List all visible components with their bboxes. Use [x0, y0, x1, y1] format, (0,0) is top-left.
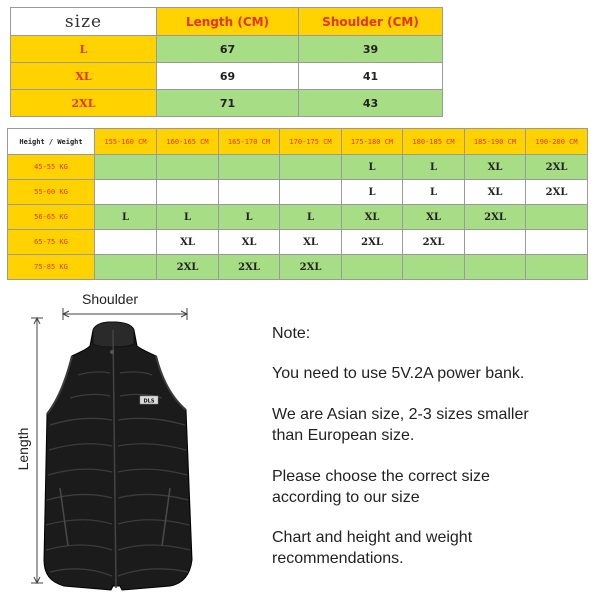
size-cell: [95, 230, 157, 255]
size-cell: 2XL: [157, 255, 219, 280]
size-cell: XL: [280, 230, 342, 255]
size-cell: 2XL: [342, 230, 403, 255]
size-cell: XL: [219, 230, 280, 255]
size-cell: [157, 155, 219, 180]
table-row: [8, 255, 588, 280]
notes-panel: [272, 323, 592, 569]
table-row: [8, 180, 588, 205]
size-cell: XL: [465, 155, 526, 180]
height-range: 165-170 CM: [219, 129, 280, 155]
size-cell: L: [95, 205, 157, 230]
note-title: Note:: [272, 325, 311, 342]
size-cell: 2XL: [219, 255, 280, 280]
size-cell: 2XL: [403, 230, 465, 255]
size-cell: [95, 155, 157, 180]
vest-diagram: [0, 295, 250, 600]
table-row: [8, 205, 588, 230]
height-range: 175-180 CM: [342, 129, 403, 155]
size-cell: L: [342, 180, 403, 205]
size-cell: [280, 155, 342, 180]
table-row: [8, 155, 588, 180]
shoulder-value: 41: [299, 63, 443, 90]
height-range: 185-190 CM: [465, 129, 526, 155]
size-cell: [526, 205, 588, 230]
size-cell: XL: [403, 205, 465, 230]
note-line: recommendations.: [272, 550, 404, 567]
length-value: 67: [157, 36, 299, 63]
size-cell: 2XL: [465, 205, 526, 230]
length-arrow: [31, 318, 43, 583]
height-range: 170-175 CM: [280, 129, 342, 155]
length-value: 71: [157, 90, 299, 117]
length-value: 69: [157, 63, 299, 90]
height-range: 190-200 CM: [526, 129, 588, 155]
size-table-header: [11, 8, 443, 36]
size-cell: L: [403, 155, 465, 180]
size-cell: L: [157, 205, 219, 230]
table-row: [11, 63, 443, 90]
note-choose-size: [272, 466, 592, 508]
size-cell: [403, 255, 465, 280]
size-cell: XL: [342, 205, 403, 230]
size-cell: [95, 255, 157, 280]
weight-range: 65-75 KG: [8, 230, 95, 255]
shoulder-label: Shoulder: [82, 291, 139, 307]
size-cell: L: [342, 155, 403, 180]
size-cell: [95, 180, 157, 205]
size-cell: 2XL: [526, 155, 588, 180]
shoulder-column-header: Shoulder (CM): [299, 8, 443, 36]
size-cell: L: [403, 180, 465, 205]
size-cell: [219, 155, 280, 180]
height-weight-table: [7, 128, 588, 280]
height-range: 160-165 CM: [157, 129, 219, 155]
shoulder-value: 39: [299, 36, 443, 63]
size-cell: L: [219, 205, 280, 230]
table-row: [8, 230, 588, 255]
size-cell: 2XL: [280, 255, 342, 280]
table-row: [11, 90, 443, 117]
size-cell: [465, 255, 526, 280]
table-row: [11, 36, 443, 63]
length-column-header: Length (CM): [157, 8, 299, 36]
height-range: 180-185 CM: [403, 129, 465, 155]
size-table: [10, 7, 443, 117]
note-power-bank: You need to use 5V.2A power bank.: [272, 365, 525, 382]
weight-range: 75-85 KG: [8, 255, 95, 280]
length-label: Length: [15, 427, 31, 471]
note-line: according to our size: [272, 489, 420, 506]
size-cell: XL: [465, 180, 526, 205]
weight-range: 56-65 KG: [8, 205, 95, 230]
size-cell: [280, 180, 342, 205]
size-cell: [157, 180, 219, 205]
size-label: XL: [11, 63, 157, 90]
size-cell: [526, 230, 588, 255]
vest-icon: [44, 322, 192, 590]
note-line: Chart and height and weight: [272, 529, 473, 546]
shoulder-arrow: [63, 308, 187, 320]
size-column-header: size: [11, 8, 157, 36]
height-range: 155-160 CM: [95, 129, 157, 155]
size-cell: [219, 180, 280, 205]
brand-badge-text: DLS: [143, 398, 155, 405]
shoulder-value: 43: [299, 90, 443, 117]
size-cell: [526, 255, 588, 280]
height-header-row: [8, 129, 588, 155]
note-asian-size: [272, 404, 592, 446]
note-line: than European size.: [272, 427, 415, 444]
size-cell: [465, 230, 526, 255]
size-label: L: [11, 36, 157, 63]
weight-range: 55-60 KG: [8, 180, 95, 205]
note-line: Please choose the correct size: [272, 468, 490, 485]
note-recommendations: [272, 527, 592, 569]
note-line: We are Asian size, 2-3 sizes smaller: [272, 406, 529, 423]
size-cell: [342, 255, 403, 280]
size-cell: 2XL: [526, 180, 588, 205]
size-label: 2XL: [11, 90, 157, 117]
size-cell: L: [280, 205, 342, 230]
height-weight-corner: Height / Weight: [8, 129, 95, 155]
size-cell: XL: [157, 230, 219, 255]
weight-range: 45-55 KG: [8, 155, 95, 180]
